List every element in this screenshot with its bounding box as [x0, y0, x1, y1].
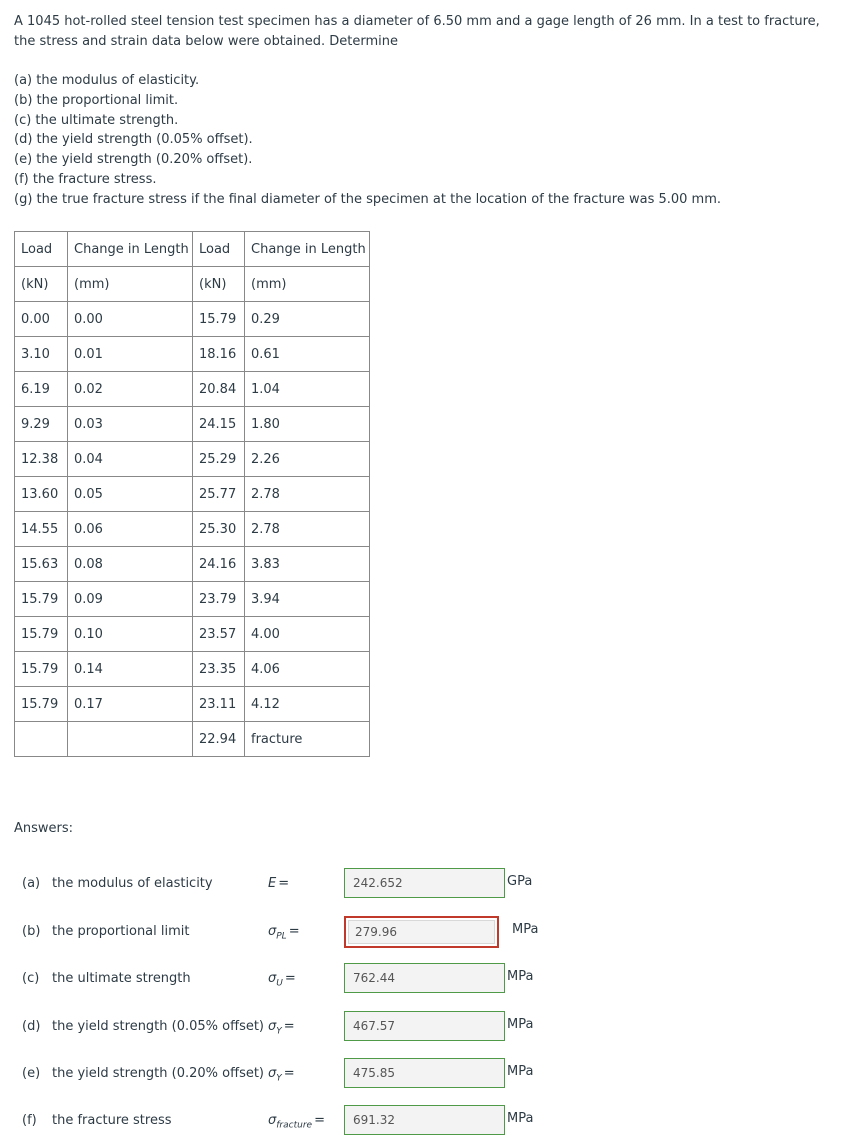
answer-letter: (e) — [22, 1066, 41, 1081]
table-row — [15, 512, 370, 547]
answer-row — [0, 868, 858, 900]
symbol-base: σ — [268, 971, 277, 986]
answer-symbol — [268, 876, 289, 891]
answer-input[interactable] — [344, 963, 505, 993]
table-cell: 0.00 — [15, 302, 68, 337]
symbol-base: σ — [268, 1113, 277, 1128]
symbol-subscript: Y — [276, 1026, 282, 1037]
table-unit: (mm) — [68, 267, 193, 302]
answer-input[interactable] — [344, 1105, 505, 1135]
answer-value: 762.44 — [353, 971, 395, 985]
table-row — [15, 547, 370, 582]
equals-sign: = — [278, 876, 290, 891]
table-cell: 15.79 — [15, 652, 68, 687]
table-row — [15, 652, 370, 687]
answer-row — [0, 963, 858, 995]
table-row — [15, 687, 370, 722]
table-cell: 0.03 — [68, 407, 193, 442]
answer-row — [0, 1058, 858, 1090]
answer-symbol — [268, 1019, 295, 1037]
answer-value: 467.57 — [353, 1019, 395, 1033]
answer-description: the yield strength (0.05% offset) — [52, 1019, 265, 1034]
table-cell: 1.04 — [245, 372, 370, 407]
table-cell: 15.63 — [15, 547, 68, 582]
table-cell: 3.10 — [15, 337, 68, 372]
answer-symbol — [268, 1113, 325, 1131]
symbol-base: σ — [268, 1019, 277, 1034]
table-unit: (mm) — [245, 267, 370, 302]
table-cell: 15.79 — [15, 617, 68, 652]
answer-value: 475.85 — [353, 1066, 395, 1080]
symbol-subscript: PL — [276, 931, 287, 942]
table-header: Load — [193, 232, 245, 267]
answer-letter: (b) — [22, 924, 41, 939]
table-cell: 23.35 — [193, 652, 245, 687]
table-cell: 23.57 — [193, 617, 245, 652]
symbol-subscript: fracture — [276, 1120, 313, 1131]
answer-input[interactable] — [344, 1058, 505, 1088]
table-cell: 2.26 — [245, 442, 370, 477]
table-cell: 0.61 — [245, 337, 370, 372]
answer-description: the proportional limit — [52, 924, 190, 939]
table-cell: 0.02 — [68, 372, 193, 407]
answer-unit: MPa — [507, 969, 534, 984]
table-cell: 23.11 — [193, 687, 245, 722]
answer-symbol — [268, 971, 296, 989]
part-item: (f) the fracture stress. — [14, 171, 157, 187]
table-cell: 0.08 — [68, 547, 193, 582]
answer-letter: (d) — [22, 1019, 41, 1034]
table-cell: 4.00 — [245, 617, 370, 652]
answer-unit: MPa — [507, 1111, 534, 1126]
table-cell: 25.29 — [193, 442, 245, 477]
table-row — [15, 477, 370, 512]
answer-row — [0, 1011, 858, 1043]
table-unit: (kN) — [193, 267, 245, 302]
table-row — [15, 582, 370, 617]
table-cell: 0.04 — [68, 442, 193, 477]
table-cell: 0.09 — [68, 582, 193, 617]
table-unit: (kN) — [15, 267, 68, 302]
table-cell: 4.12 — [245, 687, 370, 722]
part-item: (g) the true fracture stress if the final diameter of the specimen at the location of the fracture was 5.00 mm. — [14, 191, 722, 207]
table-cell: 14.55 — [15, 512, 68, 547]
table-cell: 0.10 — [68, 617, 193, 652]
table-cell: 2.78 — [245, 477, 370, 512]
answer-input[interactable] — [344, 1011, 505, 1041]
problem-intro: A 1045 hot-rolled steel tension test specimen has a diameter of 6.50 mm and a gage length of 26 mm. In a test to fracture, the stress and strain data below were obtained. Determine — [14, 14, 820, 49]
answer-unit: MPa — [507, 1064, 534, 1079]
table-cell: 1.80 — [245, 407, 370, 442]
table-cell: 4.06 — [245, 652, 370, 687]
table-cell: 25.30 — [193, 512, 245, 547]
problem-parts-list — [14, 71, 721, 210]
table-cell: 25.77 — [193, 477, 245, 512]
part-item: (c) the ultimate strength. — [14, 112, 179, 128]
problem-statement — [14, 12, 844, 52]
symbol-base: E — [268, 876, 277, 891]
answer-description: the ultimate strength — [52, 971, 191, 986]
answer-value: 691.32 — [353, 1113, 395, 1127]
part-item: (e) the yield strength (0.20% offset). — [14, 152, 253, 168]
table-cell — [15, 722, 68, 757]
table-row — [15, 337, 370, 372]
table-header: Change in Length — [245, 232, 370, 267]
table-cell: 0.00 — [68, 302, 193, 337]
symbol-subscript: Y — [276, 1073, 282, 1084]
table-row — [15, 617, 370, 652]
answer-input[interactable] — [344, 916, 499, 948]
answer-unit: MPa — [507, 1017, 534, 1032]
table-cell: 9.29 — [15, 407, 68, 442]
table-cell: 12.38 — [15, 442, 68, 477]
table-cell: 3.83 — [245, 547, 370, 582]
answer-description: the fracture stress — [52, 1113, 172, 1128]
answer-unit: MPa — [512, 922, 539, 937]
symbol-base: σ — [268, 924, 277, 939]
table-header: Change in Length — [68, 232, 193, 267]
table-cell: 22.94 — [193, 722, 245, 757]
table-cell: 24.15 — [193, 407, 245, 442]
table-cell: 6.19 — [15, 372, 68, 407]
table-cell: 0.01 — [68, 337, 193, 372]
table-units-row — [15, 267, 370, 302]
table-cell: 0.29 — [245, 302, 370, 337]
answer-description: the yield strength (0.20% offset) — [52, 1066, 265, 1081]
table-row — [15, 722, 370, 757]
table-header-row — [15, 232, 370, 267]
load-elongation-table — [14, 231, 370, 757]
table-row — [15, 442, 370, 477]
answer-letter: (f) — [22, 1113, 37, 1128]
table-cell: 0.05 — [68, 477, 193, 512]
answer-symbol — [268, 924, 300, 942]
table-row — [15, 407, 370, 442]
answer-unit: GPa — [507, 874, 533, 889]
table-cell: 2.78 — [245, 512, 370, 547]
answer-description: the modulus of elasticity — [52, 876, 213, 891]
table-cell: 0.14 — [68, 652, 193, 687]
table-cell: 15.79 — [193, 302, 245, 337]
table-cell: 3.94 — [245, 582, 370, 617]
table-cell: 23.79 — [193, 582, 245, 617]
table-cell: 13.60 — [15, 477, 68, 512]
table-row — [15, 372, 370, 407]
equals-sign: = — [283, 1066, 295, 1081]
equals-sign: = — [284, 971, 296, 986]
part-item: (a) the modulus of elasticity. — [14, 73, 200, 88]
table-cell: 0.06 — [68, 512, 193, 547]
answer-value: 279.96 — [348, 920, 495, 944]
answer-row — [0, 1105, 858, 1137]
part-item: (d) the yield strength (0.05% offset). — [14, 132, 253, 148]
answer-input[interactable] — [344, 868, 505, 898]
table-cell: 24.16 — [193, 547, 245, 582]
answers-label: Answers: — [14, 821, 74, 836]
table-cell — [68, 722, 193, 757]
table-cell: 15.79 — [15, 687, 68, 722]
table-cell: 18.16 — [193, 337, 245, 372]
table-cell: 15.79 — [15, 582, 68, 617]
answer-symbol — [268, 1066, 295, 1084]
answer-letter: (a) — [22, 876, 41, 891]
table-row — [15, 302, 370, 337]
table-cell: 0.17 — [68, 687, 193, 722]
equals-sign: = — [283, 1019, 295, 1034]
answer-value: 242.652 — [353, 876, 403, 890]
table-header: Load — [15, 232, 68, 267]
symbol-base: σ — [268, 1066, 277, 1081]
table-cell: fracture — [245, 722, 370, 757]
answer-row — [0, 916, 858, 948]
equals-sign: = — [288, 924, 300, 939]
equals-sign: = — [314, 1113, 325, 1128]
answer-letter: (c) — [22, 971, 40, 986]
part-item: (b) the proportional limit. — [14, 92, 179, 108]
symbol-subscript: U — [276, 978, 283, 989]
table-cell: 20.84 — [193, 372, 245, 407]
